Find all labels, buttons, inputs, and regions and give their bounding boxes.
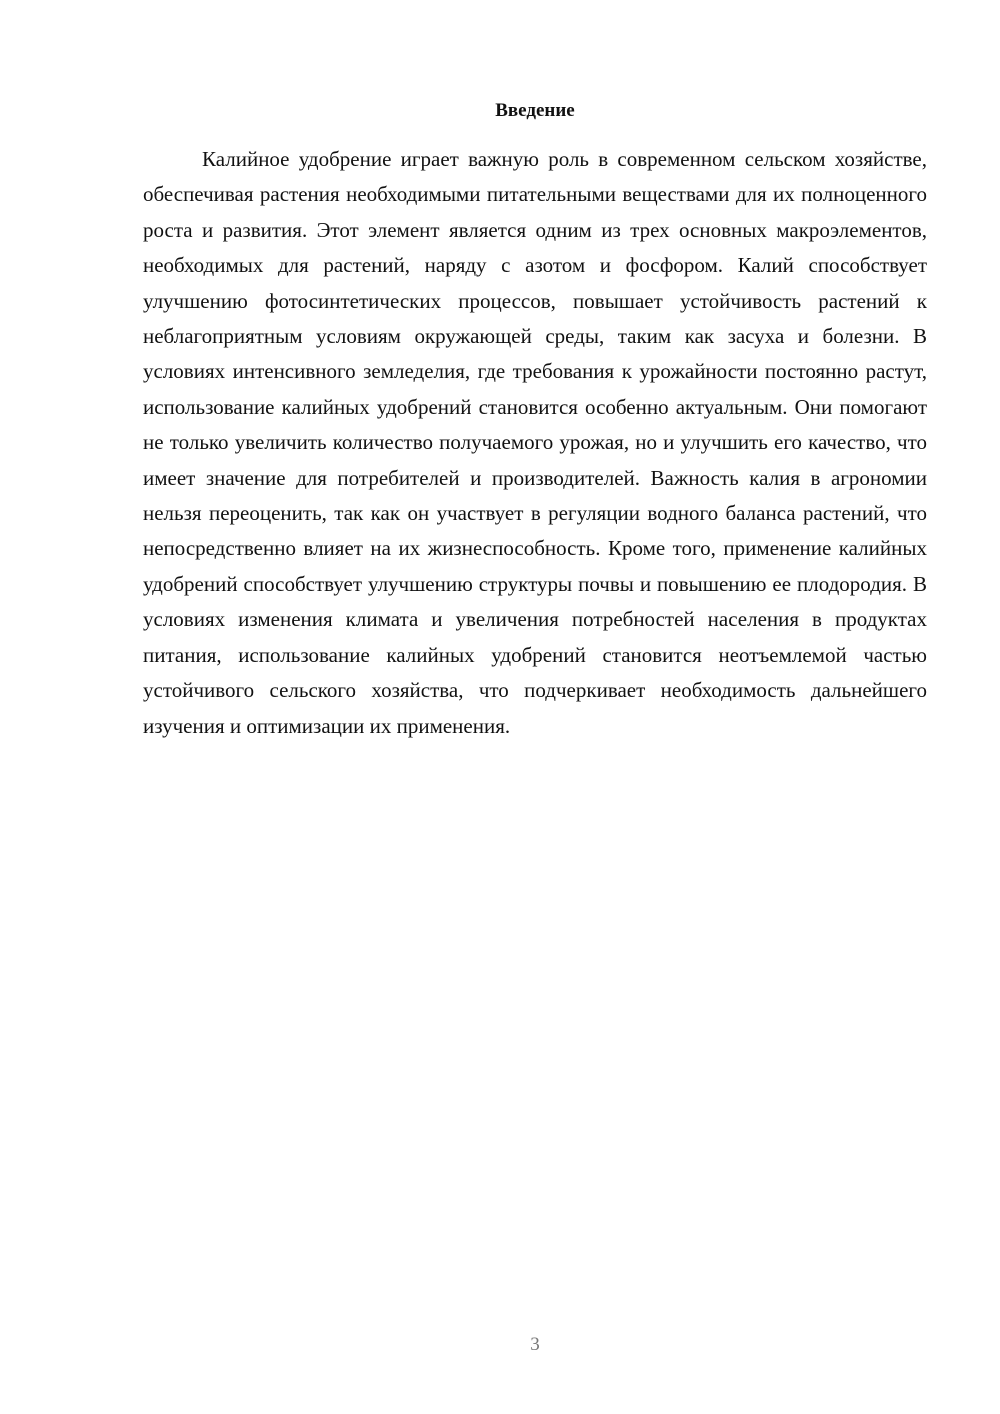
page-number: 3 xyxy=(530,1334,540,1355)
section-heading: Введение xyxy=(495,100,575,121)
body-paragraph: Калийное удобрение играет важную роль в современном сельском хозяйстве, обеспечивая растения необходимыми питательными веществами для их полноценного роста и развития. Этот элемент является одним из трех основных макроэлементов, необходимых для растений, наряду с азотом и фосфором. Калий способствует улучшению фотосинтетических процессов, повышает устойчивость растений к неблагоприятным условиям окружающей среды, таким как засуха и болезни. В условиях интенсивного земледелия, где требования к урожайности постоянно растут, использование калийных удобрений становится особенно актуальным. Они помогают не только увеличить количество получаемого урожая, но и улучшить его качество, что имеет значение для потребителей и производителей. Важность калия в агрономии нельзя переоценить, так как он участвует в регуляции водного баланса растений, что непосредственно влияет на их жизнеспособность. Кроме того, применение калийных удобрений способствует улучшению структуры почвы и повышению ее плодородия. В условиях изменения климата и увеличения потребностей населения в продуктах питания, использование калийных удобрений становится неотъемлемой частью устойчивого сельского хозяйства, что подчеркивает необходимость дальнейшего изучения и оптимизации их применения. xyxy=(143,147,927,738)
